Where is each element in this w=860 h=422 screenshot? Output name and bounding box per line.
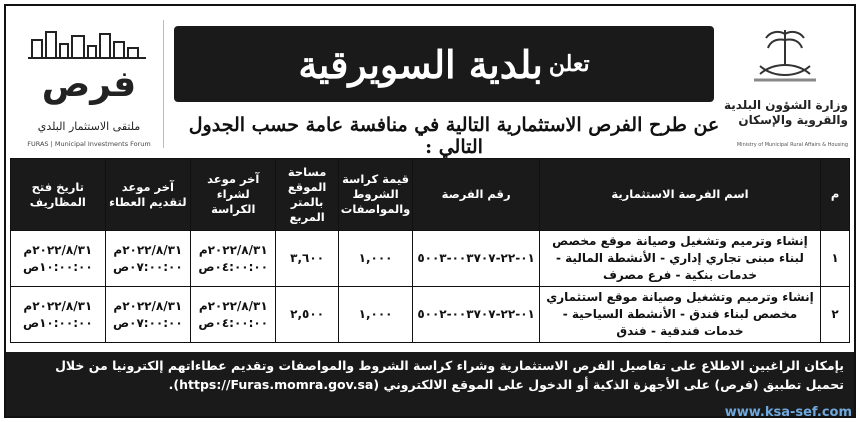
header-opening-date: تاريخ فتح المظاريف (11, 159, 106, 231)
opportunity-number: ٠١-٢٢-٠٠٣٧٠٧-٥٠٠٢ (413, 287, 540, 343)
open-time: ١٠:٠٠:٠٠ص (22, 259, 93, 274)
header-opportunity-number: رقم الفرصة (413, 159, 540, 231)
header-opportunity-name: اسم الفرصة الاستثمارية (539, 159, 820, 231)
submission-deadline (105, 287, 190, 343)
purchase-date: ٢٠٢٢/٨/٣١م (198, 242, 268, 257)
ministry-name-english: Ministry of Municipal Rural Affairs & Housing (736, 142, 848, 148)
purchase-deadline (191, 287, 276, 343)
announcement-page (4, 4, 856, 418)
open-date: ٢٠٢٢/٨/٣١م (23, 298, 93, 313)
header-site-area: مساحة الموقع بالمتر المربع (276, 159, 338, 231)
submit-date: ٢٠٢٢/٨/٣١م (113, 242, 183, 257)
submit-date: ٢٠٢٢/٨/٣١م (113, 298, 183, 313)
ministry-name-line1: وزارة الشؤون البلدية (723, 98, 848, 112)
opportunity-name: إنشاء وترميم وتشغيل وصيانة موقع استثماري مخصص لبناء فندق - الأنشطة السياحية - خدمات فندقية - فندق (539, 287, 820, 343)
purchase-deadline (191, 231, 276, 287)
ministry-logo (722, 18, 848, 150)
purchase-date: ٢٠٢٢/٨/٣١م (198, 298, 268, 313)
table-header-row (11, 159, 850, 231)
opportunities-table (10, 158, 850, 343)
site-area: ٣,٦٠٠ (276, 231, 338, 287)
header-purchase-deadline: آخر موعد لشراء الكراسة (191, 159, 276, 231)
submission-deadline (105, 231, 190, 287)
open-date: ٢٠٢٢/٨/٣١م (23, 242, 93, 257)
page-subtitle: عن طرح الفرص الاستثمارية التالية في منافسة عامة حسب الجدول التالي : (188, 114, 720, 158)
page-title: بلدية السويرقية (298, 41, 543, 87)
purchase-time: ٠٤:٠٠:٠٠ص (198, 259, 269, 274)
booklet-price: ١,٠٠٠ (338, 231, 413, 287)
watermark-url: www.ksa-sef.com (724, 405, 852, 420)
purchase-time: ٠٤:٠٠:٠٠ص (198, 315, 269, 330)
title-banner (174, 26, 714, 102)
footer-line-2: تحميل تطبيق (فرص) على الأجهزة الذكية أو الدخول على الموقع الالكتروني (https://Furas.momra.gov.sa). (168, 377, 844, 392)
booklet-price: ١,٠٠٠ (338, 287, 413, 343)
furas-logo-english: FURAS | Municipal Investments Forum (27, 140, 151, 148)
palm-swords-emblem-icon (750, 22, 820, 86)
table-row (11, 287, 850, 343)
furas-logo-arabic: ملتقى الاستثمار البلدي (37, 120, 141, 133)
row-index: ١ (821, 231, 850, 287)
title-lead: تعلن (548, 51, 590, 77)
header-submission-deadline: آخر موعد لتقديم العطاء (105, 159, 190, 231)
opening-date (11, 231, 106, 287)
header-booklet-price: قيمة كراسة الشروط والمواصفات (338, 159, 413, 231)
announcement-header (6, 6, 854, 158)
open-time: ١٠:٠٠:٠٠ص (22, 315, 93, 330)
furas-logo (14, 20, 164, 148)
opening-date (11, 287, 106, 343)
ministry-name-line2: والقروية والإسكان (738, 113, 848, 127)
site-area: ٢,٥٠٠ (276, 287, 338, 343)
skyline-icon (28, 26, 148, 60)
submit-time: ٠٧:٠٠:٠٠ص (112, 315, 183, 330)
opportunity-name: إنشاء وترميم وتشغيل وصيانة موقع مخصص لبناء مبنى تجاري إداري - الأنشطة المالية - خدمات بنكية - فرع مصرف (539, 231, 820, 287)
ministry-name-arabic (724, 98, 848, 128)
opportunity-number: ٠١-٢٢-٠٠٣٧٠٧-٥٠٠٣ (413, 231, 540, 287)
row-index: ٢ (821, 287, 850, 343)
header-index: م (821, 159, 850, 231)
footer-line-1: يإمكان الراغبين الاطلاع على تفاصيل الفرص الاستثمارية وشراء كراسة الشروط والمواصفات وتقديم عطاءاتهم إلكترونيا من خلال (55, 358, 844, 373)
furas-logo-word: فرص (41, 64, 137, 105)
table-row (11, 231, 850, 287)
submit-time: ٠٧:٠٠:٠٠ص (112, 259, 183, 274)
